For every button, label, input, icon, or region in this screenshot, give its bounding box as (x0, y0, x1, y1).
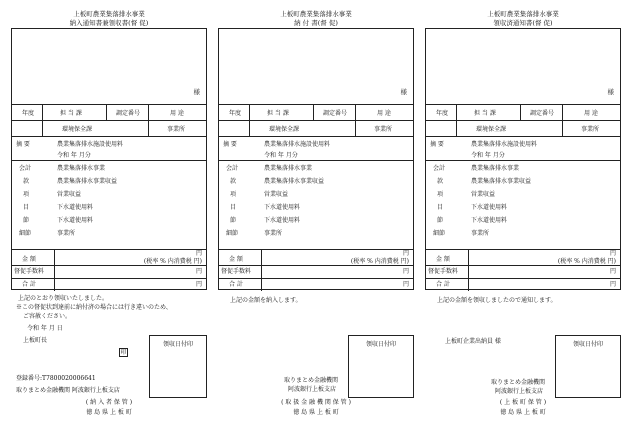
row-value: 下水道使用料 (264, 204, 301, 211)
row-value: 下水道使用料 (264, 217, 301, 224)
yen-unit: 円 (195, 268, 202, 275)
row-key: 細節 (226, 230, 239, 237)
row-key: 節 (230, 217, 237, 224)
yen-unit: 円 (402, 281, 409, 288)
notice-message: ※この督促状到達前に納付済の場合には行き違いのため、 (16, 304, 172, 311)
stamp-label: 領収日付印 (365, 341, 396, 348)
label-kingaku: 金 額 (229, 256, 243, 263)
row-value: 事業所 (471, 230, 490, 237)
row-value: 下水道使用料 (57, 217, 94, 224)
town-mayor: 上板町長 (23, 337, 48, 344)
yen-unit: 円 (195, 250, 202, 257)
slip-title: 納 付 書(督 促) (294, 19, 338, 27)
org-title: 上板町農業集落排水事業 (73, 10, 145, 18)
row-value: 農業集落排水事業 (57, 165, 106, 172)
org-title: 上板町農業集落排水事業 (280, 10, 352, 18)
slip-form (218, 28, 414, 290)
row-value: 農業集落排水事業収益 (264, 178, 325, 185)
row-key: 会計 (226, 165, 239, 172)
row-value: 農業集落排水事業収益 (471, 178, 532, 185)
stamp-box (149, 335, 207, 398)
item-name: 農業集落排水施設使用料 (471, 141, 538, 148)
row-key: 項 (437, 191, 444, 198)
row-value: 農業集落排水事業 (471, 165, 520, 172)
footer-town: 徳 島 県 上 板 町 (500, 409, 546, 416)
item-name: 農業集落排水施設使用料 (57, 141, 124, 148)
row-key: 款 (230, 178, 237, 185)
label-tekiyo: 摘 要 (223, 141, 237, 148)
row-value: 下水道使用料 (471, 204, 508, 211)
addressee-sama: 様 (607, 88, 614, 96)
row-value: 下水道使用料 (57, 204, 94, 211)
row-key: 目 (437, 204, 444, 211)
dept-kankyo: 環境保全課 (476, 126, 507, 133)
row-key: 項 (230, 191, 237, 198)
seal-mark: 印 (120, 349, 127, 356)
bank-agent: 取りまとめ金融機関 (284, 377, 339, 384)
label-goukei: 合 計 (436, 281, 450, 288)
row-value: 農業集落排水事業収益 (57, 178, 118, 185)
label-kingaku: 金 額 (22, 256, 36, 263)
row-key: 会計 (433, 165, 446, 172)
reiwa-month: 令和 年 月分 (57, 152, 91, 159)
addressee-sama: 様 (193, 88, 200, 96)
receipt-message: 上記のとおり領収いたしました。 (18, 295, 109, 302)
registration-number: 登録番号:T7800020006641 (16, 375, 96, 382)
reiwa-month: 令和 年 月分 (471, 152, 505, 159)
row-key: 節 (437, 217, 444, 224)
stamp-label: 領収日付印 (162, 341, 193, 348)
yen-unit: 円 (609, 281, 616, 288)
slip-form (425, 28, 621, 290)
label-jigyosho: 事業所 (374, 126, 393, 133)
label-yoto: 用 途 (584, 110, 598, 117)
yen-unit: 円 (609, 268, 616, 275)
yen-unit: 円 (195, 281, 202, 288)
row-value: 営業収益 (57, 191, 82, 198)
row-key: 細節 (19, 230, 32, 237)
label-tokusoku: 督促手数料 (221, 268, 252, 275)
row-key: 細節 (433, 230, 446, 237)
footer-town: 徳 島 県 上 板 町 (86, 409, 132, 416)
keeper-note: ( 納 入 者 保 管 ) (85, 399, 133, 406)
yen-unit: 円 (609, 250, 616, 257)
row-key: 目 (23, 204, 30, 211)
label-jigyosho: 事業所 (581, 126, 600, 133)
label-goukei: 合 計 (22, 281, 36, 288)
slip-town-copy (425, 0, 621, 439)
label-tantou: 担 当 課 (267, 110, 289, 117)
row-key: 款 (437, 178, 444, 185)
label-chotei: 調定番号 (116, 110, 141, 117)
label-tantou: 担 当 課 (474, 110, 496, 117)
row-key: 款 (23, 178, 30, 185)
label-yoto: 用 途 (170, 110, 184, 117)
slip-title: 領収済通知書(督 促) (493, 19, 553, 27)
stamp-box (348, 335, 414, 398)
payment-message: 上記の金額を納入します。 (230, 297, 302, 304)
bank-branch: 阿波銀行上板支店 (288, 386, 337, 393)
label-jigyosho: 事業所 (167, 126, 186, 133)
stamp-box (555, 335, 621, 398)
row-key: 節 (23, 217, 30, 224)
label-tantou: 担 当 課 (60, 110, 82, 117)
tax-note: (税率 % 内消費税 円) (143, 258, 202, 265)
label-tokusoku: 督促手数料 (428, 268, 459, 275)
yen-unit: 円 (402, 250, 409, 257)
recipient: 上板町企業出納員 様 (445, 338, 501, 345)
reiwa-month: 令和 年 月分 (264, 152, 298, 159)
tax-note: (税率 % 内消費税 円) (557, 258, 616, 265)
addressee-sama: 様 (400, 88, 407, 96)
footer-town: 徳 島 県 上 板 町 (293, 409, 339, 416)
slip-bank-copy (218, 0, 414, 439)
slip-title: 納入通知書兼領収書(督 促) (69, 19, 149, 27)
row-value: 下水道使用料 (471, 217, 508, 224)
org-title: 上板町農業集落排水事業 (487, 10, 559, 18)
label-chotei: 調定番号 (530, 110, 555, 117)
bank-branch: 阿波銀行上板支店 (495, 388, 544, 395)
row-value: 営業収益 (471, 191, 496, 198)
item-name: 農業集落排水施設使用料 (264, 141, 331, 148)
stamp-label: 領収日付印 (572, 341, 603, 348)
row-key: 会計 (19, 165, 32, 172)
slip-payer-copy (11, 0, 207, 439)
label-tekiyo: 摘 要 (16, 141, 30, 148)
row-value: 事業所 (57, 230, 76, 237)
yen-unit: 円 (402, 268, 409, 275)
label-chotei: 調定番号 (323, 110, 348, 117)
label-yoto: 用 途 (377, 110, 391, 117)
dept-kankyo: 環境保全課 (269, 126, 300, 133)
notification-message: 上記の金額を領収しましたので通知します。 (437, 297, 557, 304)
keeper-note: ( 上 板 町 保 管 ) (499, 399, 547, 406)
label-kingaku: 金 額 (436, 256, 450, 263)
issue-date: 令和 年 月 日 (27, 325, 63, 332)
label-nendo: 年度 (436, 110, 449, 117)
tax-note: (税率 % 内消費税 円) (350, 258, 409, 265)
row-value: 農業集落排水事業 (264, 165, 313, 172)
label-tokusoku: 督促手数料 (14, 268, 45, 275)
row-value: 事業所 (264, 230, 283, 237)
label-nendo: 年度 (229, 110, 242, 117)
label-goukei: 合 計 (229, 281, 243, 288)
row-key: 項 (23, 191, 30, 198)
slip-form (11, 28, 207, 290)
row-key: 目 (230, 204, 237, 211)
label-tekiyo: 摘 要 (430, 141, 444, 148)
bank-agent: 取りまとめ金融機関 (491, 379, 546, 386)
dept-kankyo: 環境保全課 (62, 126, 93, 133)
bank-agent: 取りまとめ金融機関 阿波銀行上板支店 (16, 387, 120, 394)
row-value: 営業収益 (264, 191, 289, 198)
keeper-note: ( 取 扱 金 融 機 関 保 管 ) (281, 399, 351, 406)
notice-message-2: ご容赦ください。 (23, 313, 72, 320)
label-nendo: 年度 (22, 110, 35, 117)
